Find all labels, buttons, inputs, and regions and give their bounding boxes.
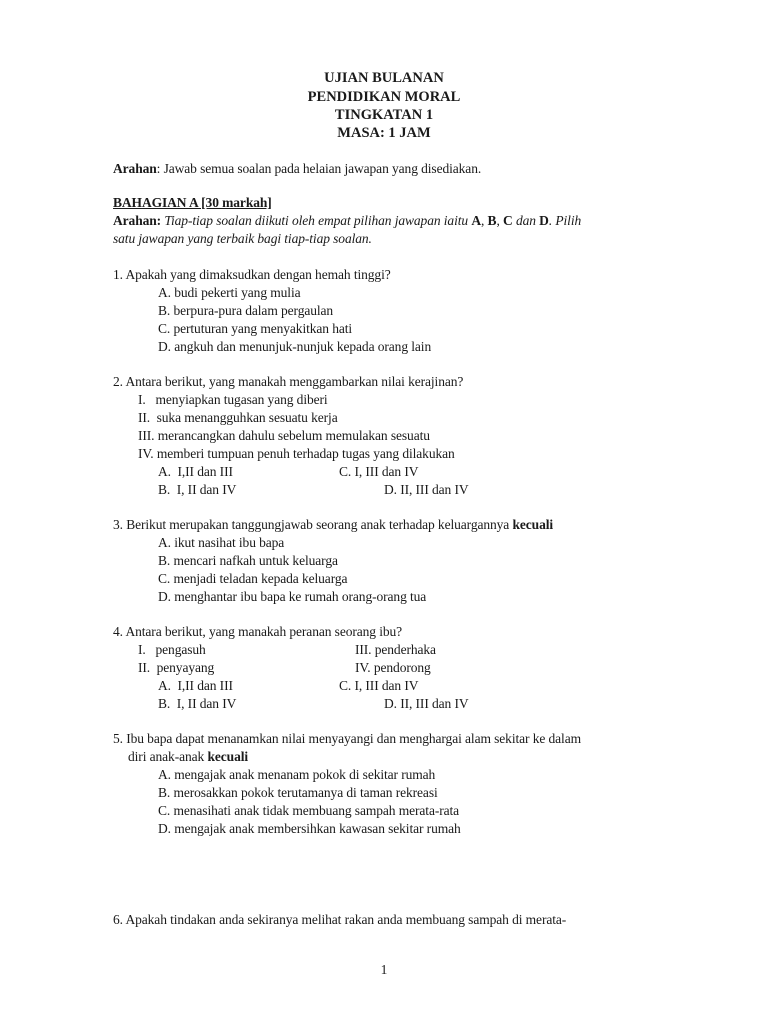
q5-option-b: B. merosakkan pokok terutamanya di taman rekreasi xyxy=(158,785,438,800)
q2-option-d: D. II, III dan IV xyxy=(384,482,469,497)
exam-level: TINGKATAN 1 xyxy=(334,107,434,123)
exam-duration: MASA: 1 JAM xyxy=(337,125,431,141)
general-instruction-text: : Jawab semua soalan pada helaian jawapan yang disediakan. xyxy=(156,161,482,176)
q1-option-c: C. pertuturan yang menyakitkan hati xyxy=(158,321,353,336)
q1-option-a: A. budi pekerti yang mulia xyxy=(158,285,301,300)
general-instruction-label: Arahan xyxy=(113,161,157,176)
comma: , xyxy=(480,213,485,228)
exam-title: UJIAN BULANAN xyxy=(324,70,444,86)
question-3-text: 3. Berikut merupakan tanggungjawab seorang anak terhadap keluargannya xyxy=(113,517,510,532)
q4-statement-2: II. penyayang xyxy=(138,660,215,675)
choice-letter-c: C xyxy=(503,213,513,228)
section-a-title: BAHAGIAN A [30 markah] xyxy=(113,195,272,210)
question-4: 4. Antara berikut, yang manakah peranan seorang ibu? xyxy=(113,624,403,639)
q2-statement-1: I. menyiapkan tugasan yang diberi xyxy=(138,392,328,407)
section-a-instruction-part2: . Pilih xyxy=(548,213,582,228)
q4-option-b: B. I, II dan IV xyxy=(158,696,237,711)
q2-option-c: C. I, III dan IV xyxy=(339,464,419,479)
choice-letter-a: A xyxy=(471,213,481,228)
general-instruction xyxy=(113,161,481,177)
q4-statement-4: IV. pendorong xyxy=(355,660,431,675)
q3-option-a: A. ikut nasihat ibu bapa xyxy=(158,535,285,550)
q4-option-d: D. II, III dan IV xyxy=(384,696,469,711)
exam-subject: PENDIDIKAN MORAL xyxy=(307,89,461,105)
q5-option-c: C. menasihati anak tidak membuang sampah merata-rata xyxy=(158,803,460,818)
q3-option-c: C. menjadi teladan kepada keluarga xyxy=(158,571,348,586)
question-2: 2. Antara berikut, yang manakah menggambarkan nilai kerajinan? xyxy=(113,374,464,389)
comma: , xyxy=(496,213,500,228)
section-a-instruction xyxy=(113,213,581,229)
question-5-line2 xyxy=(128,749,248,765)
q1-option-d: D. angkuh dan menunjuk-nunjuk kepada orang lain xyxy=(158,339,432,354)
page-number: 1 xyxy=(380,962,388,977)
question-3 xyxy=(113,517,553,533)
q1-option-b: B. berpura-pura dalam pergaulan xyxy=(158,303,334,318)
question-3-keyword: kecuali xyxy=(512,517,554,532)
question-6: 6. Apakah tindakan anda sekiranya melihat rakan anda membuang sampah di merata- xyxy=(113,912,567,927)
q2-option-a: A. I,II dan III xyxy=(158,464,233,479)
conjunction-dan: dan xyxy=(515,213,536,228)
question-5-keyword: kecuali xyxy=(207,749,249,764)
section-a-instruction-label: Arahan: xyxy=(113,213,162,228)
q5-option-a: A. mengajak anak menanam pokok di sekitar rumah xyxy=(158,767,436,782)
q4-statement-3: III. penderhaka xyxy=(355,642,436,657)
q3-option-b: B. mencari nafkah untuk keluarga xyxy=(158,553,338,568)
question-5-line2-text: diri anak-anak xyxy=(128,749,205,764)
question-1: 1. Apakah yang dimaksudkan dengan hemah tinggi? xyxy=(113,267,391,282)
question-5-line1: 5. Ibu bapa dapat menanamkan nilai menyayangi dan menghargai alam sekitar ke dalam xyxy=(113,731,581,746)
q3-option-d: D. menghantar ibu bapa ke rumah orang-orang tua xyxy=(158,589,427,604)
section-a-instruction-part1: Tiap-tiap soalan diikuti oleh empat pilihan jawapan iaitu xyxy=(164,213,469,228)
q5-option-d: D. mengajak anak membersihkan kawasan sekitar rumah xyxy=(158,821,461,836)
q4-statement-1: I. pengasuh xyxy=(138,642,206,657)
q4-option-c: C. I, III dan IV xyxy=(339,678,419,693)
q4-option-a: A. I,II dan III xyxy=(158,678,233,693)
choice-letter-b: B xyxy=(487,213,497,228)
q2-statement-4: IV. memberi tumpuan penuh terhadap tugas yang dilakukan xyxy=(138,446,455,461)
choice-letter-d: D xyxy=(539,213,549,228)
section-a-instruction-line2: satu jawapan yang terbaik bagi tiap-tiap soalan. xyxy=(113,231,372,246)
q2-option-b: B. I, II dan IV xyxy=(158,482,237,497)
q2-statement-2: II. suka menangguhkan sesuatu kerja xyxy=(138,410,338,425)
q2-statement-3: III. merancangkan dahulu sebelum memulakan sesuatu xyxy=(138,428,430,443)
